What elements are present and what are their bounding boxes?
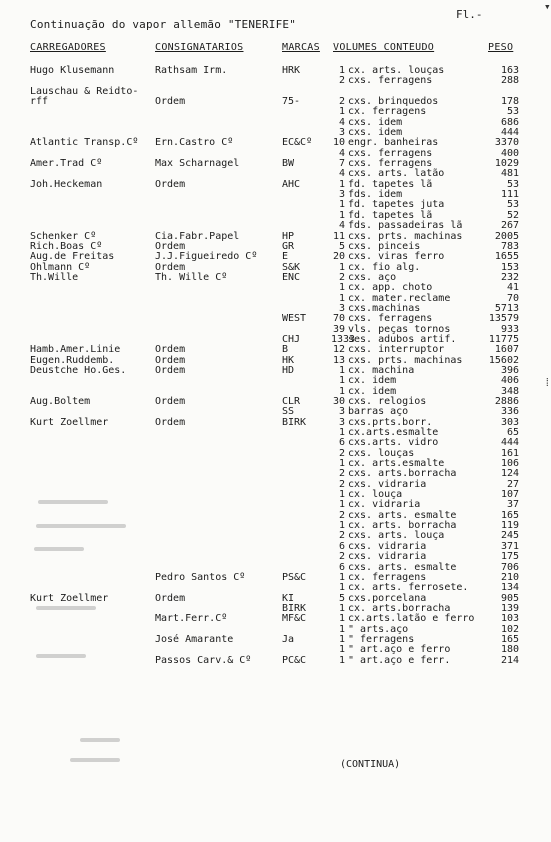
- faded-ink-mark: [70, 758, 120, 762]
- marca-cell: BIRK: [282, 416, 307, 428]
- peso-cell: 153: [500, 261, 519, 273]
- consignatario-cell: Ordem: [155, 261, 186, 273]
- conteudo-cell: cxs. ferragens: [348, 158, 433, 170]
- quantity-cell: 10: [332, 137, 345, 149]
- table-row: [0, 469, 551, 479]
- conteudo-cell: cxs. prts. machinas: [348, 230, 463, 242]
- consignatario-cell: Th. Wille Cº: [155, 271, 228, 283]
- peso-cell: 70: [506, 292, 519, 304]
- conteudo-cell: cxs. idem: [348, 116, 403, 128]
- conteudo-cell: cx. fio alg.: [348, 261, 421, 273]
- conteudo-cell: cxs.arts. vidro: [348, 437, 439, 449]
- quantity-cell: 2: [338, 530, 345, 542]
- table-row: [0, 283, 551, 293]
- quantity-cell: 4: [338, 147, 345, 159]
- peso-cell: 905: [500, 592, 519, 604]
- quantity-cell: 1: [338, 178, 345, 190]
- marca-cell: AHC: [282, 178, 301, 190]
- conteudo-cell: cx. arts. louças: [348, 65, 445, 76]
- carregador-cell: Aug.Boltem: [30, 396, 91, 407]
- peso-cell: 124: [500, 468, 519, 480]
- marca-cell: CHJ: [282, 333, 301, 345]
- consignatario-cell: Ordem: [155, 240, 186, 252]
- conteudo-cell: cxs. arts. esmalte: [348, 561, 457, 573]
- header-marcas: MARCAS: [282, 42, 320, 53]
- quantity-cell: 1: [338, 499, 345, 511]
- conteudo-cell: cxs. pinceis: [348, 240, 421, 252]
- table-row: [0, 200, 551, 210]
- quantity-cell: 1: [338, 106, 345, 118]
- quantity-cell: 7: [338, 158, 345, 170]
- marca-cell: WEST: [282, 313, 307, 325]
- peso-cell: 2005: [494, 230, 519, 242]
- conteudo-cell: cxs. ferragens: [348, 75, 433, 87]
- carregador-cell: Lauschau & Reidto-: [30, 85, 139, 97]
- table-row: [0, 273, 551, 283]
- peso-cell: 178: [500, 96, 519, 108]
- peso-cell: 444: [500, 437, 519, 449]
- table-row: [0, 159, 551, 169]
- peso-cell: 267: [500, 220, 519, 232]
- consignatario-cell: Ern.Castro Cº: [155, 137, 234, 149]
- marca-cell: 75-: [282, 96, 301, 108]
- quantity-cell: 2: [338, 447, 345, 459]
- conteudo-cell: fd. tapetes juta: [348, 199, 445, 211]
- peso-cell: 1607: [494, 344, 519, 356]
- faded-ink-mark: [38, 500, 108, 504]
- conteudo-cell: ses. adubos artif.: [348, 333, 457, 345]
- peso-cell: 107: [500, 489, 519, 501]
- carregador-cell: Ohlmann Cº: [30, 261, 91, 273]
- marca-cell: HP: [282, 230, 295, 242]
- quantity-cell: 1333: [331, 333, 356, 345]
- peso-cell: 13579: [488, 313, 519, 325]
- carregador-cell: rff: [30, 96, 49, 108]
- quantity-cell: 6: [338, 540, 345, 552]
- quantity-cell: 2: [338, 271, 345, 283]
- manifest-rows: [0, 66, 551, 666]
- peso-cell: 1655: [494, 251, 519, 263]
- marca-cell: SS: [282, 406, 295, 418]
- conteudo-cell: cxs. brinquedos: [348, 96, 439, 108]
- peso-cell: 165: [500, 633, 519, 645]
- conteudo-cell: cx. ferragens: [348, 571, 427, 583]
- consignatario-cell: Rathsam Irm.: [155, 65, 228, 76]
- faded-ink-mark: [36, 606, 96, 610]
- quantity-cell: 11: [332, 230, 345, 242]
- marca-cell: B: [282, 344, 289, 356]
- conteudo-cell: cx. mater.reclame: [348, 292, 451, 304]
- consignatario-cell: J.J.Figueiredo Cº: [155, 251, 258, 263]
- conteudo-cell: cx. idem: [348, 385, 397, 397]
- peso-cell: 103: [500, 613, 519, 625]
- carregador-cell: Schenker Cº: [30, 230, 97, 242]
- conteudo-cell: cx. louça: [348, 489, 403, 501]
- marca-cell: KI: [282, 592, 295, 604]
- peso-cell: 1029: [494, 158, 519, 170]
- conteudo-cell: cx.arts.esmalte: [348, 427, 439, 439]
- conteudo-cell: cxs. interruptor: [348, 344, 445, 356]
- peso-cell: 210: [500, 571, 519, 583]
- marca-cell: ENC: [282, 271, 301, 283]
- conteudo-cell: cxs. ferragens: [348, 147, 433, 159]
- carregador-cell: Kurt Zoellmer: [30, 416, 109, 428]
- quantity-cell: 1: [338, 385, 345, 397]
- carregador-cell: Atlantic Transp.Cº: [30, 137, 139, 149]
- peso-cell: 37: [506, 499, 519, 511]
- quantity-cell: 1: [338, 644, 345, 656]
- carregador-cell: Amer.Trad Cº: [30, 158, 103, 170]
- quantity-cell: 3: [338, 406, 345, 418]
- conteudo-cell: fds. idem: [348, 189, 403, 201]
- quantity-cell: 1: [338, 571, 345, 583]
- quantity-cell: 3: [338, 127, 345, 139]
- document-title: Continuação do vapor allemão "TENERIFE": [30, 18, 297, 31]
- quantity-cell: 1: [338, 292, 345, 304]
- quantity-cell: 20: [332, 251, 345, 263]
- peso-cell: 245: [500, 530, 519, 542]
- conteudo-cell: cxs. ferragens: [348, 313, 433, 325]
- conteudo-cell: cx. ferragens: [348, 106, 427, 118]
- table-row: [0, 635, 551, 645]
- table-row: [0, 563, 551, 573]
- peso-cell: 232: [500, 271, 519, 283]
- carregador-cell: Eugen.Ruddemb.: [30, 354, 115, 366]
- carregador-cell: Kurt Zoellmer: [30, 592, 109, 604]
- conteudo-cell: cxs. arts. esmalte: [348, 509, 457, 521]
- table-row: [0, 180, 551, 190]
- table-row: [0, 531, 551, 541]
- peso-cell: 163: [500, 65, 519, 76]
- quantity-cell: 2: [338, 468, 345, 480]
- quantity-cell: 1: [338, 199, 345, 211]
- conteudo-cell: engr. banheiras: [348, 137, 439, 149]
- table-row: [0, 304, 551, 314]
- conteudo-cell: cx. idem: [348, 375, 397, 387]
- conteudo-cell: cxs.machinas: [348, 302, 421, 314]
- table-row: [0, 480, 551, 490]
- table-row: [0, 418, 551, 428]
- table-row: [0, 107, 551, 117]
- quantity-cell: 4: [338, 168, 345, 180]
- marca-cell: CLR: [282, 396, 301, 407]
- peso-cell: 27: [506, 478, 519, 490]
- conteudo-cell: cxs.porcelana: [348, 592, 427, 604]
- peso-cell: 41: [506, 282, 519, 294]
- table-row: [0, 66, 551, 76]
- table-row: [0, 294, 551, 304]
- quantity-cell: 2: [338, 509, 345, 521]
- conteudo-cell: " arts.aço: [348, 623, 409, 635]
- peso-cell: 933: [500, 323, 519, 335]
- consignatario-cell: Ordem: [155, 178, 186, 190]
- faded-ink-mark: [36, 524, 126, 528]
- peso-cell: 406: [500, 375, 519, 387]
- quantity-cell: 1: [338, 520, 345, 532]
- marca-cell: S&K: [282, 261, 301, 273]
- conteudo-cell: cxs. arts. latão: [348, 168, 445, 180]
- conteudo-cell: vls. peças tornos: [348, 323, 451, 335]
- carregador-cell: Hamb.Amer.Linie: [30, 344, 121, 356]
- carregador-cell: Th.Wille: [30, 271, 79, 283]
- peso-cell: 2886: [494, 396, 519, 407]
- marca-cell: HK: [282, 354, 295, 366]
- table-row: [0, 625, 551, 635]
- quantity-cell: 1: [338, 65, 345, 76]
- quantity-cell: 3: [338, 416, 345, 428]
- header-carregadores: CARREGADORES: [30, 42, 106, 53]
- conteudo-cell: cx. arts. borracha: [348, 520, 457, 532]
- peso-cell: 481: [500, 168, 519, 180]
- carregador-cell: Deustche Ho.Ges.: [30, 364, 127, 376]
- peso-cell: 52: [506, 209, 519, 221]
- quantity-cell: 1: [338, 489, 345, 501]
- table-row: [0, 87, 551, 97]
- marca-cell: HD: [282, 364, 295, 376]
- conteudo-cell: cx.arts.latão e ferro: [348, 613, 475, 625]
- quantity-cell: 1: [338, 602, 345, 614]
- quantity-cell: 4: [338, 116, 345, 128]
- table-row: [0, 449, 551, 459]
- edge-tick-mark: ⁞: [544, 376, 551, 389]
- marca-cell: Ja: [282, 633, 295, 645]
- peso-cell: 5713: [494, 302, 519, 314]
- table-row: [0, 459, 551, 469]
- conteudo-cell: barras aço: [348, 406, 409, 418]
- page-number: Fl.-: [456, 8, 483, 21]
- consignatario-cell: Mart.Ferr.Cº: [155, 613, 228, 625]
- marca-cell: PC&C: [282, 654, 307, 666]
- quantity-cell: 30: [332, 396, 345, 407]
- peso-cell: 371: [500, 540, 519, 552]
- peso-cell: 336: [500, 406, 519, 418]
- conteudo-cell: fd. tapetes lã: [348, 178, 433, 190]
- peso-cell: 15602: [488, 354, 519, 366]
- table-row: [0, 397, 551, 407]
- consignatario-cell: Ordem: [155, 396, 186, 407]
- peso-cell: 134: [500, 582, 519, 594]
- peso-cell: 444: [500, 127, 519, 139]
- carregador-cell: Joh.Heckeman: [30, 178, 103, 190]
- quantity-cell: 1: [338, 654, 345, 666]
- marca-cell: GR: [282, 240, 295, 252]
- consignatario-cell: Ordem: [155, 344, 186, 356]
- quantity-cell: 13: [332, 354, 345, 366]
- conteudo-cell: cxs. aço: [348, 271, 397, 283]
- peso-cell: 65: [506, 427, 519, 439]
- quantity-cell: 3: [338, 302, 345, 314]
- consignatario-cell: Max Scharnagel: [155, 158, 240, 170]
- quantity-cell: 1: [338, 364, 345, 376]
- table-row: [0, 428, 551, 438]
- table-row: [0, 511, 551, 521]
- peso-cell: 686: [500, 116, 519, 128]
- edge-tick-mark: ▾: [544, 0, 551, 13]
- quantity-cell: 70: [332, 313, 345, 325]
- peso-cell: 396: [500, 364, 519, 376]
- marca-cell: MF&C: [282, 613, 307, 625]
- peso-cell: 303: [500, 416, 519, 428]
- quantity-cell: 1: [338, 282, 345, 294]
- peso-cell: 165: [500, 509, 519, 521]
- conteudo-cell: cxs. viras ferro: [348, 251, 445, 263]
- marca-cell: BW: [282, 158, 295, 170]
- table-row: [0, 614, 551, 624]
- peso-cell: 175: [500, 551, 519, 563]
- quantity-cell: 1: [338, 613, 345, 625]
- table-row: [0, 314, 551, 324]
- peso-cell: 53: [506, 178, 519, 190]
- quantity-cell: 2: [338, 551, 345, 563]
- consignatario-cell: Ordem: [155, 354, 186, 366]
- quantity-cell: 3: [338, 189, 345, 201]
- table-row: [0, 118, 551, 128]
- table-row: [0, 263, 551, 273]
- carregador-cell: Hugo Klusemann: [30, 65, 115, 76]
- faded-ink-mark: [80, 738, 120, 742]
- quantity-cell: 1: [338, 582, 345, 594]
- quantity-cell: 2: [338, 96, 345, 108]
- peso-cell: 11775: [488, 333, 519, 345]
- conteudo-cell: cxs. idem: [348, 127, 403, 139]
- carregador-cell: Rich.Boas Cº: [30, 240, 103, 252]
- conteudo-cell: cxs. vidraria: [348, 478, 427, 490]
- marca-cell: HRK: [282, 65, 301, 76]
- conteudo-cell: cxs. prts. machinas: [348, 354, 463, 366]
- consignatario-cell: José Amarante: [155, 633, 234, 645]
- peso-cell: 288: [500, 75, 519, 87]
- quantity-cell: 5: [338, 240, 345, 252]
- quantity-cell: 1: [338, 427, 345, 439]
- conteudo-cell: " art.aço e ferr.: [348, 654, 451, 666]
- conteudo-cell: cxs.prts.borr.: [348, 416, 433, 428]
- table-row: [0, 552, 551, 562]
- conteudo-cell: " art.aço e ferro: [348, 644, 451, 656]
- conteudo-cell: cxs. arts.borracha: [348, 468, 457, 480]
- table-row: [0, 211, 551, 221]
- peso-cell: 180: [500, 644, 519, 656]
- table-row: [0, 573, 551, 583]
- table-row: [0, 594, 551, 604]
- peso-cell: 706: [500, 561, 519, 573]
- peso-cell: 783: [500, 240, 519, 252]
- table-row: [0, 438, 551, 448]
- table-row: [0, 376, 551, 386]
- consignatario-cell: Cia.Fabr.Papel: [155, 230, 240, 242]
- conteudo-cell: cx. arts.esmalte: [348, 458, 445, 470]
- quantity-cell: 1: [338, 458, 345, 470]
- peso-cell: 139: [500, 602, 519, 614]
- table-row: [0, 325, 551, 335]
- consignatario-cell: Ordem: [155, 592, 186, 604]
- faded-ink-mark: [36, 654, 86, 658]
- marca-cell: EC&Cº: [282, 137, 313, 149]
- quantity-cell: 4: [338, 220, 345, 232]
- conteudo-cell: cx. vidraria: [348, 499, 421, 511]
- quantity-cell: 1: [338, 261, 345, 273]
- conteudo-cell: fds. passadeiras lã: [348, 220, 463, 232]
- peso-cell: 106: [500, 458, 519, 470]
- table-row: [0, 138, 551, 148]
- quantity-cell: 12: [332, 344, 345, 356]
- peso-cell: 53: [506, 199, 519, 211]
- consignatario-cell: Pedro Santos Cº: [155, 571, 246, 583]
- conteudo-cell: cxs. arts. louça: [348, 530, 445, 542]
- peso-cell: 119: [500, 520, 519, 532]
- quantity-cell: 6: [338, 561, 345, 573]
- quantity-cell: 2: [338, 75, 345, 87]
- table-row: [0, 252, 551, 262]
- conteudo-cell: cx. app. choto: [348, 282, 433, 294]
- conteudo-cell: cxs. vidraria: [348, 540, 427, 552]
- quantity-cell: 1: [338, 209, 345, 221]
- consignatario-cell: Passos Carv.& Cº: [155, 654, 252, 666]
- peso-cell: 111: [500, 189, 519, 201]
- conteudo-cell: " ferragens: [348, 633, 415, 645]
- consignatario-cell: Ordem: [155, 364, 186, 376]
- peso-cell: 102: [500, 623, 519, 635]
- conteudo-cell: cxs. relogios: [348, 396, 427, 407]
- table-row: [0, 97, 551, 107]
- quantity-cell: 5: [338, 592, 345, 604]
- peso-cell: 400: [500, 147, 519, 159]
- peso-cell: 3370: [494, 137, 519, 149]
- table-row: [0, 366, 551, 376]
- table-row: [0, 190, 551, 200]
- marca-cell: PS&C: [282, 571, 307, 583]
- carregador-cell: Aug.de Freitas: [30, 251, 115, 263]
- peso-cell: 348: [500, 385, 519, 397]
- marca-cell: BIRK: [282, 602, 307, 614]
- header-peso: PESO: [488, 42, 514, 53]
- quantity-cell: 1: [338, 375, 345, 387]
- conteudo-cell: cx. arts. ferrosete.: [348, 582, 469, 594]
- conteudo-cell: cx. arts.borracha: [348, 602, 451, 614]
- quantity-cell: 2: [338, 478, 345, 490]
- conteudo-cell: cx. machina: [348, 364, 415, 376]
- consignatario-cell: Ordem: [155, 416, 186, 428]
- conteudo-cell: fd. tapetes lã: [348, 209, 433, 221]
- header-consignatarios: CONSIGNATARIOS: [155, 42, 244, 53]
- peso-cell: 214: [500, 654, 519, 666]
- header-volumes-conteudo: VOLUMES CONTEUDO: [333, 42, 435, 53]
- quantity-cell: 1: [338, 633, 345, 645]
- quantity-cell: 6: [338, 437, 345, 449]
- table-row: [0, 583, 551, 593]
- table-row: [0, 490, 551, 500]
- consignatario-cell: Ordem: [155, 96, 186, 108]
- conteudo-cell: cxs. louças: [348, 447, 415, 459]
- marca-cell: E: [282, 251, 289, 263]
- peso-cell: 53: [506, 106, 519, 118]
- conteudo-cell: cxs. vidraria: [348, 551, 427, 563]
- table-row: [0, 221, 551, 231]
- footer-continua: (CONTINUA): [340, 759, 401, 770]
- peso-cell: 161: [500, 447, 519, 459]
- faded-ink-mark: [34, 547, 84, 551]
- quantity-cell: 39: [332, 323, 345, 335]
- quantity-cell: 1: [338, 623, 345, 635]
